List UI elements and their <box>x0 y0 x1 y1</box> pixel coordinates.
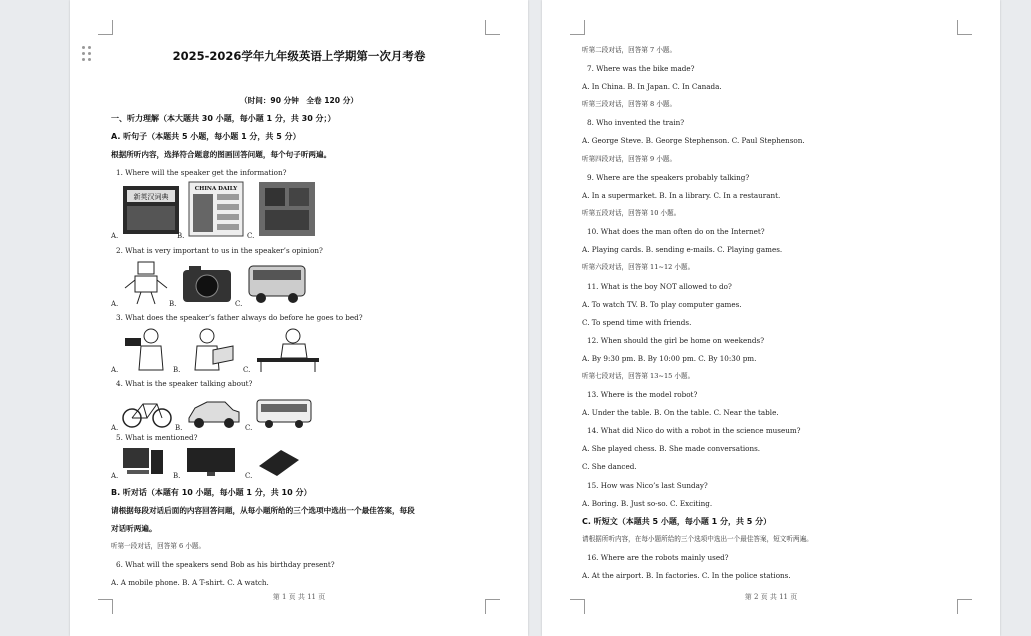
desktop-computer-picture <box>121 446 167 478</box>
camera-picture <box>179 260 235 306</box>
text-line: A. At the airport. B. In factories. C. In the police stations. <box>582 571 791 580</box>
text-line: 听第三段对话，回答第 8 小题。 <box>582 100 677 108</box>
document-page-2 <box>542 0 1000 636</box>
text-line: 请根据所听内容，在每小题所给的三个选项中选出一个最佳答案，短文听两遍。 <box>582 535 813 543</box>
text-line: 听第五段对话，回答第 10 小题。 <box>582 209 681 217</box>
option-a-label: A. <box>111 366 119 374</box>
man-reading-picture <box>183 326 237 372</box>
text-line: 听第四段对话，回答第 9 小题。 <box>582 155 677 163</box>
option-b-label: B. <box>169 300 177 308</box>
option-a-label: A. <box>111 424 119 432</box>
option-c-label: C. <box>245 424 253 432</box>
document-page-1 <box>70 0 528 636</box>
text-line: A. Boring. B. Just so-so. C. Exciting. <box>582 499 713 508</box>
text-line: C. She danced. <box>582 462 637 471</box>
part-a-heading: A. 听句子（本题共 5 小题，每小题 1 分，共 5 分） <box>111 132 301 141</box>
text-line: A. She played chess. B. She made conversations. <box>582 444 761 453</box>
text-line: 听第二段对话，回答第 7 小题。 <box>582 46 677 54</box>
question-1: 1. Where will the speaker get the information? <box>116 168 287 177</box>
option-c-label: C. <box>235 300 243 308</box>
robot-picture <box>121 260 171 306</box>
dictionary-book-picture <box>121 180 183 238</box>
text-line: 15. How was Nico’s last Sunday? <box>587 481 708 490</box>
question-6-options: A. A mobile phone. B. A T-shirt. C. A watch. <box>111 578 269 587</box>
text-line: 13. Where is the model robot? <box>587 390 698 399</box>
part-b-heading: B. 听对话（本题有 10 小题，每小题 1 分，共 10 分） <box>111 488 312 497</box>
text-line: 听第七段对话，回答第 13~15 小题。 <box>582 372 695 380</box>
newspaper-picture <box>187 180 245 238</box>
text-line: A. By 9:30 pm. B. By 10:00 pm. C. By 10:30 pm. <box>582 354 757 363</box>
option-b-label: B. <box>173 472 181 480</box>
option-b-label: B. <box>173 366 181 374</box>
text-line: 9. Where are the speakers probably talking? <box>587 173 750 182</box>
part-b-instructions-1: 请根据每段对话后面的内容回答问题，从每小题所给的三个选项中选出一个最佳答案，每段 <box>111 506 415 515</box>
text-line: 11. What is the boy NOT allowed to do? <box>587 282 732 291</box>
text-line: A. To watch TV. B. To play computer games. <box>582 300 742 309</box>
question-3-pictures <box>111 312 411 372</box>
question-5: 5. What is mentioned? <box>116 433 198 442</box>
question-2-pictures <box>111 246 411 306</box>
question-3: 3. What does the speaker’s father always do before he goes to bed? <box>116 313 363 322</box>
magazine-picture <box>257 180 317 238</box>
text-line: A. Playing cards. B. sending e-mails. C. Playing games. <box>582 245 783 254</box>
option-c-label: C. <box>247 232 255 240</box>
text-line: 8. Who invented the train? <box>587 118 685 127</box>
option-c-label: C. <box>245 472 253 480</box>
option-a-label: A. <box>111 232 119 240</box>
option-a-label: A. <box>111 300 119 308</box>
text-line: 听第六段对话，回答第 11~12 小题。 <box>582 263 695 271</box>
text-line: 10. What does the man often do on the Internet? <box>587 227 765 236</box>
text-line: A. In a supermarket. B. In a library. C. In a restaurant. <box>582 191 781 200</box>
exam-title: 2025-2026学年九年级英语上学期第一次月考卷 <box>172 49 426 63</box>
option-b-label: B. <box>175 424 183 432</box>
bus-picture <box>245 260 309 306</box>
text-line: 7. Where was the bike made? <box>587 64 695 73</box>
question-1-pictures <box>111 178 411 238</box>
crop-mark-top-right <box>957 20 972 35</box>
question-6: 6. What will the speakers send Bob as his birthday present? <box>116 560 335 569</box>
exam-time-line: （时间：90 分钟 全卷 120 分） <box>240 96 358 105</box>
book-text: 新英汉词典 <box>133 193 169 201</box>
page-footer: 第 1 页 共 11 页 <box>272 593 326 601</box>
part-b-instructions-2: 对话听两遍。 <box>111 524 157 533</box>
question-5-pictures <box>111 418 411 478</box>
question-4: 4. What is the speaker talking about? <box>116 379 253 388</box>
newspaper-text: CHINA DAILY <box>194 186 238 192</box>
text-line: C. 听短文（本题共 5 小题，每小题 1 分，共 5 分） <box>582 517 772 526</box>
text-line: 16. Where are the robots mainly used? <box>587 553 729 562</box>
text-line: A. In China. B. In Japan. C. In Canada. <box>582 82 722 91</box>
text-line: 12. When should the girl be home on weekends? <box>587 336 765 345</box>
text-line: A. George Steve. B. George Stephenson. C. Paul Stephenson. <box>582 136 805 145</box>
crop-mark-top-right <box>485 20 500 35</box>
option-a-label: A. <box>111 472 119 480</box>
tablet-picture <box>255 446 303 478</box>
page-footer: 第 2 页 共 11 页 <box>744 593 798 601</box>
part-a-instructions: 根据所听内容，选择符合题意的图画回答问题，每个句子听两遍。 <box>111 150 332 159</box>
man-writing-picture <box>253 326 323 372</box>
text-line: A. Under the table. B. On the table. C. Near the table. <box>582 408 779 417</box>
question-2: 2. What is very important to us in the speaker’s opinion? <box>116 246 323 255</box>
option-b-label: B. <box>177 232 185 240</box>
option-c-label: C. <box>243 366 251 374</box>
dialog-1-note: 听第一段对话，回答第 6 小题。 <box>111 542 206 550</box>
section-1-heading: 一、听力理解（本大题共 30 小题，每小题 1 分，共 30 分；） <box>111 114 336 123</box>
crop-mark-top-left <box>570 20 585 35</box>
monitor-picture <box>183 446 239 478</box>
crop-mark-top-left <box>98 20 113 35</box>
man-with-camera-picture <box>121 326 171 372</box>
text-line: C. To spend time with friends. <box>582 318 692 327</box>
text-line: 14. What did Nico do with a robot in the science museum? <box>587 426 801 435</box>
